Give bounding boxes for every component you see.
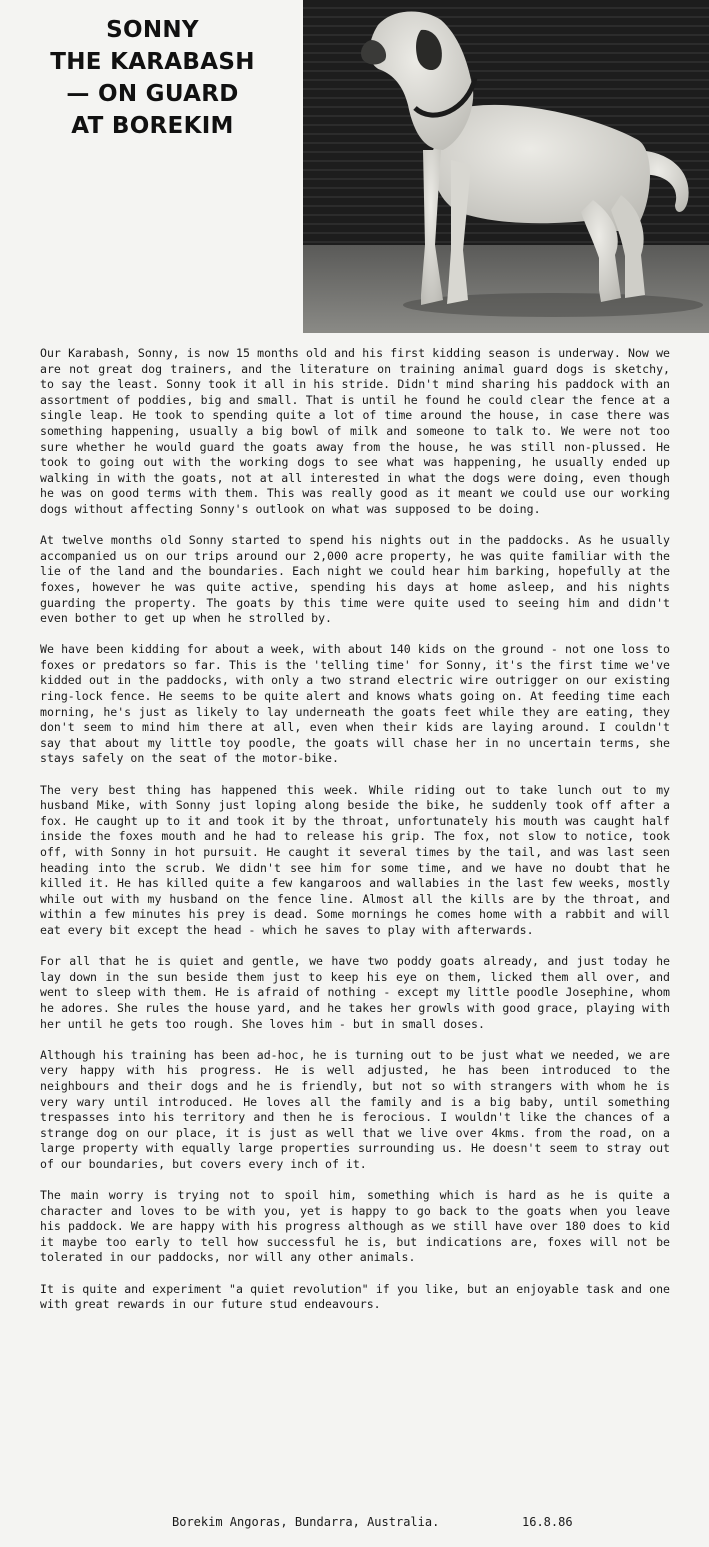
- article-paragraph: The very best thing has happened this week. While riding out to take lunch out to my husband Mike, with Sonny just loping along beside the bike, he suddenly took off after a fox. He caught up to it and took it by the throat, unfortunately his mouth was caught half inside the foxes mouth and he had to release his grip. The fox, not slow to notice, took off, with Sonny in hot pursuit. He caught it several times by the tail, and was last seen heading into the scrub. We didn't see him for some time, and we have no doubt that he killed it. He has killed quite a few kangaroos and wallabies in the last few weeks, mostly while out with my husband on the fence line. Almost all the kills are by the throat, and within a few minutes his prey is dead. Some mornings he comes home with a rabbit and will eat every bit except the head - which he saves to play with afterwards.: [40, 782, 670, 937]
- article-paragraph: At twelve months old Sonny started to spend his nights out in the paddocks. As he usually accompanied us on our trips around our 2,000 acre property, he was quite familiar with the lie of the land and the boundaries. Each night we could hear him barking, hopefully at the foxes, however he was quite active, spending his days at home asleep, and his nights guarding the property. The goats by this time were quite used to seeing him and didn't even bother to get up when he strolled by.: [40, 533, 670, 626]
- karabash-dog-illustration: [303, 0, 709, 333]
- signature-date: 16.8.86: [522, 1515, 573, 1529]
- ground: [303, 245, 709, 333]
- article-paragraph: We have been kidding for about a week, with about 140 kids on the ground - not one loss to foxes or predators so far. This is the 'telling time' for Sonny, it's the first time we've kidded out in the paddocks, with only a two strand electric wire outrigger on our existing ring-lock fence. He seems to be quite alert and knows whats going on. At feeding time each morning, he's just as likely to lay underneath the goats feet while they are eating, they don't seem to mind him there at all, even when their kids are laying around. I couldn't say that about my little toy poodle, the goats will chase her in no uncertain terms, she stays safely on the seat of the motor-bike.: [40, 642, 670, 766]
- article-paragraph: It is quite and experiment "a quiet revolution" if you like, but an enjoyable task and one with great rewards in our future stud endeavours.: [40, 1281, 670, 1312]
- article-paragraph: The main worry is trying not to spoil him, something which is hard as he is quite a character and loves to be with you, yet is happy to go back to the goats when you leave his paddock. We are happy with his progress although as we still have over 180 does to kid it maybe too early to tell how successful he is, but indications are, foxes will not be tolerated in our paddocks, nor will any other animals.: [40, 1188, 670, 1265]
- headline-line: — ON GUARD: [66, 81, 239, 107]
- headline-line: AT BOREKIM: [71, 113, 234, 139]
- article-paragraph: Although his training has been ad-hoc, he is turning out to be just what we needed, we are very happy with his progress. He is well adjusted, he has been introduced to the neighbours and their dogs and he is friendly, but not so with strangers with whom he is very wary until introduced. He loves all the family and is a big baby, until something trespasses into his territory and then he is ferocious. I wouldn't like the chances of a strange dog on our place, it is just as well that we live over 4kms. from the road, on a large property with equally large properties surrounding us. He doesn't seem to stray out of our boundaries, but covers every inch of it.: [40, 1047, 670, 1171]
- signature-place: Borekim Angoras, Bundarra, Australia.: [172, 1515, 440, 1529]
- article-body: [40, 346, 670, 1328]
- article-paragraph: For all that he is quiet and gentle, we have two poddy goats already, and just today he lay down in the sun beside them just to keep his eye on them, licked them all over, and went to sleep with them. He is afraid of nothing - except my little poodle Josephine, whom he adores. She rules the house yard, and he takes her growls with good grace, playing with her until he gets too rough. She loves him - but in small doses.: [40, 954, 670, 1031]
- article-headline: [10, 14, 295, 142]
- headline-line: SONNY: [106, 17, 199, 43]
- dog-photo: [303, 0, 709, 333]
- headline-line: THE KARABASH: [50, 49, 255, 75]
- article-paragraph: Our Karabash, Sonny, is now 15 months old and his first kidding season is underway. Now we are not great dog trainers, and the literature on training animal guard dogs is sketchy, to say the least. Sonny took it all in his stride. Didn't mind sharing his paddock with an assortment of poddies, big and small. That is until he found he could clear the fence at a single leap. He took to spending quite a lot of time around the house, in case there was something happening, usually a big bowl of milk and someone to talk to. We were not too sure whether he would guard the goats away from the house, he was still non-plussed. He took to going out with the working dogs to see what was happening, he usually ended up walking in with the goats, not at all interested in what the dogs were doing, even though he was on good terms with them. This was really good as it meant we could use our working dogs without affecting Sonny's outlook on what was supposed to be doing.: [40, 346, 670, 516]
